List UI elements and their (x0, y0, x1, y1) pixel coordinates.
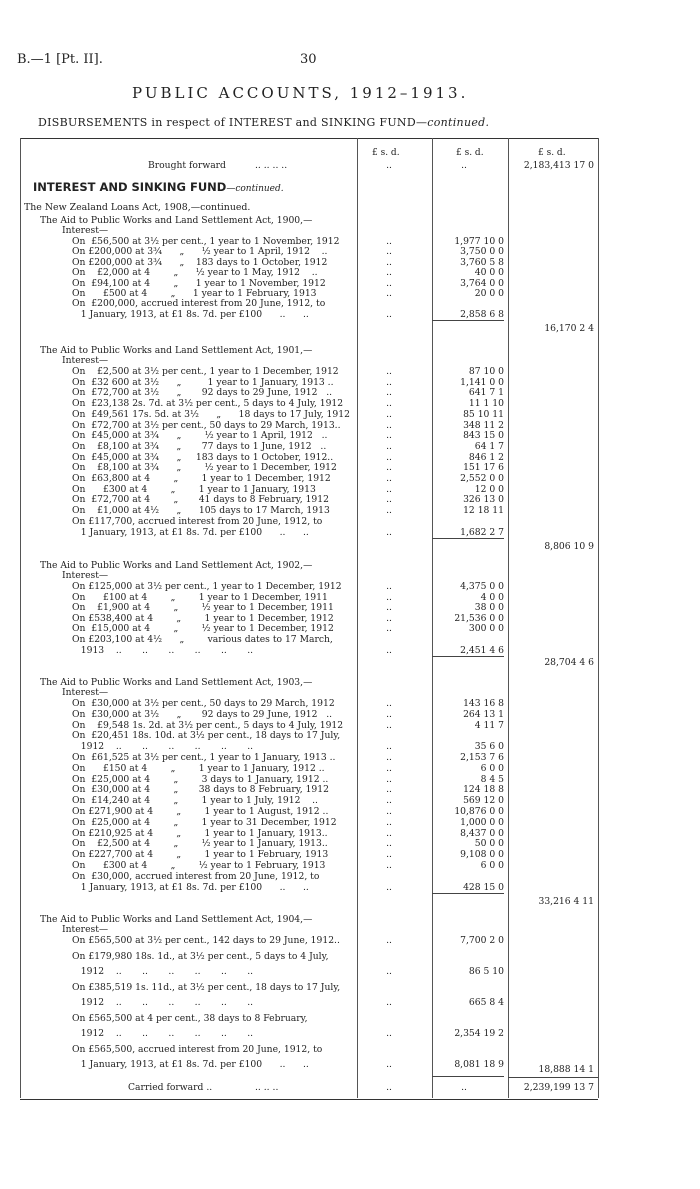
interest-line-c1: .. (386, 838, 392, 850)
interest-line: On £15,000 at 4 „ ½ year to 1 December, 1912 (72, 623, 334, 635)
section-total: 8,806 10 9 (544, 541, 594, 552)
act-section-title: The Aid to Public Works and Land Settlement Act, 1901,— (40, 345, 313, 356)
interest-line: On £72,700 at 4 „ 41 days to 8 February, 1912 (72, 494, 329, 506)
interest-line-amount: 21,536 0 0 (454, 612, 504, 624)
interest-line-amount: 50 0 0 (474, 838, 504, 850)
interest-line: On £203,100 at 4½ „ various dates to 17 March, (72, 634, 333, 645)
interest-line: On £565,500, accrued interest from 20 June, 1912, to (72, 1043, 323, 1055)
interest-line: On £30,000 at 3½ „ 92 days to 29 June, 1912 .. (72, 708, 333, 720)
interest-line-c1: .. (386, 849, 392, 861)
act-section-title: The Aid to Public Works and Land Settlement Act, 1900,— (40, 215, 313, 226)
interest-line: 1912 .. .. .. .. .. .. (72, 997, 254, 1008)
act-section-title: The Aid to Public Works and Land Settlement Act, 1904,— (40, 914, 313, 925)
interest-line-c1: .. (386, 408, 392, 420)
interest-line: 1912 .. .. .. .. .. .. (72, 966, 254, 977)
page-title: PUBLIC ACCOUNTS, 1912–1913. (132, 84, 469, 102)
section-total: 18,888 14 1 (538, 1064, 594, 1075)
interest-line: On £9,548 1s. 2d. at 3½ per cent., 5 days to 4 July, 1912 (72, 719, 344, 731)
carried-forward-dots: .. .. .. (255, 1082, 279, 1093)
act-title: The New Zealand Loans Act, 1908,—continued. (24, 202, 251, 213)
interest-line-c1: .. (386, 308, 392, 320)
interest-line-amount: 86 5 10 (468, 966, 504, 977)
interest-line-c1: .. (386, 288, 392, 299)
interest-line-c1: .. (386, 602, 392, 614)
section-total: 16,170 2 4 (544, 323, 594, 334)
interest-line-c1: .. (386, 860, 392, 871)
interest-line-amount: 85 10 11 (463, 408, 504, 420)
interest-line-c1: .. (386, 430, 392, 442)
final-rule (508, 1077, 598, 1078)
interest-line: On £125,000 at 3½ per cent., 1 year to 1 December, 1912 (72, 581, 342, 592)
interest-line-amount: 12 0 0 (474, 483, 504, 495)
subtotal-rule (432, 320, 504, 321)
interest-line: On £30,000 at 4 „ 38 days to 8 February, 1912 (72, 784, 329, 796)
interest-line: On £61,525 at 3½ per cent., 1 year to 1 January, 1913 .. (72, 752, 336, 763)
column-divider-3 (508, 138, 509, 1098)
interest-line-c1: .. (386, 376, 392, 388)
interest-line-c1: .. (386, 762, 392, 774)
interest-line: On £63,800 at 4 „ 1 year to 1 December, 1912 (72, 473, 331, 484)
interest-line-amount: 1,000 0 0 (460, 816, 504, 828)
interest-line: On £100 at 4 „ 1 year to 1 December, 1911 (72, 591, 328, 603)
interest-line-amount: 1,682 2 7 (460, 526, 504, 538)
interest-line-c1: .. (386, 419, 392, 431)
interest-line: On £385,519 1s. 11d., at 3½ per cent., 18 days to 17 July, (72, 981, 341, 993)
interest-line-c1: .. (386, 398, 392, 410)
interest-line-amount: 4 0 0 (480, 591, 504, 603)
section-heading-continued: —continued. (226, 184, 284, 194)
interest-line: On £200,000 at 3¾ „ ½ year to 1 April, 1912 .. (72, 246, 328, 258)
interest-line-amount: 35 6 0 (474, 741, 504, 753)
interest-line: 1912 .. .. .. .. .. .. (72, 741, 254, 753)
interest-line-c1: .. (386, 719, 392, 731)
interest-line-c1: .. (386, 966, 392, 977)
interest-line-amount: 20 0 0 (474, 288, 504, 299)
interest-line-c1: .. (386, 806, 392, 817)
interest-line: 1 January, 1913, at £1 8s. 7d. per £100 .. .. (72, 1059, 309, 1070)
act-section-title: The Aid to Public Works and Land Settlement Act, 1902,— (40, 560, 313, 571)
interest-line: On £1,000 at 4½ „ 105 days to 17 March, 1913 (72, 505, 330, 517)
section-total: 33,216 4 11 (538, 896, 594, 907)
interest-label: Interest— (62, 687, 109, 698)
interest-line-amount: 2,552 0 0 (460, 473, 504, 484)
interest-line-c1: .. (386, 526, 392, 538)
column-header-1: £ s. d. (372, 148, 400, 158)
interest-line-amount: 151 17 6 (463, 462, 504, 474)
interest-line: On £1,900 at 4 „ ½ year to 1 December, 1911 (72, 602, 334, 614)
interest-line-c1: .. (386, 997, 392, 1008)
interest-line-c1: .. (386, 1059, 392, 1070)
interest-line: On £8,100 at 3¾ „ 77 days to 1 June, 1912 .. (72, 440, 327, 452)
interest-line-amount: 2,354 19 2 (454, 1028, 504, 1039)
interest-line-amount: 40 0 0 (474, 267, 504, 279)
subtitle-continued: continued. (427, 116, 490, 129)
interest-line-amount: 569 12 0 (463, 795, 504, 807)
interest-line-amount: 6 0 0 (480, 860, 504, 871)
interest-line-amount: 1,977 10 0 (454, 236, 504, 247)
carried-forward-label: Carried forward .. (128, 1082, 213, 1093)
interest-line-c1: .. (386, 752, 392, 763)
interest-line-c1: .. (386, 483, 392, 495)
interest-line: 1 January, 1913, at £1 8s. 7d. per £100 .. .. (72, 526, 309, 538)
column-header-3: £ s. d. (538, 148, 566, 158)
interest-line-c1: .. (386, 267, 392, 279)
page-number: 30 (300, 52, 317, 67)
interest-line: On £23,138 2s. 7d. at 3½ per cent., 5 days to 4 July, 1912 (72, 398, 344, 410)
interest-line: On £30,000, accrued interest from 20 June, 1912, to (72, 870, 320, 882)
interest-line-amount: 12 18 11 (463, 505, 504, 517)
interest-line-c1: .. (386, 644, 392, 656)
interest-line-c1: .. (386, 698, 392, 709)
interest-line: On £200,000 at 3¾ „ 183 days to 1 October, 1912 (72, 256, 328, 268)
interest-line-amount: 326 13 0 (463, 494, 504, 506)
interest-line-amount: 8 4 5 (480, 773, 504, 785)
interest-line-amount: 846 1 2 (468, 451, 504, 463)
interest-line-amount: 64 1 7 (474, 440, 504, 452)
interest-line-amount: 143 16 8 (463, 698, 504, 709)
interest-line: On £8,100 at 3¾ „ ½ year to 1 December, 1912 (72, 462, 337, 474)
interest-line: On £45,000 at 3¾ „ 183 days to 1 October, 1912.. (72, 451, 334, 463)
interest-line-amount: 2,153 7 6 (460, 752, 504, 763)
interest-line-amount: 124 18 8 (463, 784, 504, 796)
interest-line: On £179,980 18s. 1d., at 3½ per cent., 5 days to 4 July, (72, 950, 329, 962)
interest-line: 1912 .. .. .. .. .. .. (72, 1028, 254, 1039)
interest-line: On £72,700 at 3½ per cent., 50 days to 29 March, 1913.. (72, 419, 341, 431)
interest-line-c1: .. (386, 387, 392, 399)
brought-forward-c2: .. (461, 160, 467, 171)
ledger-border-right (598, 138, 599, 1098)
interest-line: 1 January, 1913, at £1 8s. 7d. per £100 .. .. (72, 308, 309, 320)
interest-line-amount: 264 13 1 (463, 708, 504, 720)
subtitle-main: DISBURSEMENTS in respect of INTEREST and SINKING FUND— (38, 116, 428, 129)
interest-line-c1: .. (386, 505, 392, 517)
subtotal-rule (432, 1076, 504, 1077)
interest-line: 1 January, 1913, at £1 8s. 7d. per £100 .. .. (72, 881, 309, 893)
interest-line-c1: .. (386, 816, 392, 828)
interest-line: On £2,000 at 4 „ ½ year to 1 May, 1912 .. (72, 267, 318, 279)
interest-line-c1: .. (386, 494, 392, 506)
interest-line-amount: 641 7 1 (468, 387, 504, 399)
interest-line-c1: .. (386, 935, 392, 946)
brought-forward-label: Brought forward (148, 160, 226, 171)
interest-line-c1: .. (386, 795, 392, 807)
interest-line-c1: .. (386, 612, 392, 624)
interest-line: On £32 600 at 3½ „ 1 year to 1 January, 1913 .. (72, 376, 334, 388)
interest-line: On £117,700, accrued interest from 20 June, 1912, to (72, 515, 323, 527)
interest-line-c1: .. (386, 827, 392, 839)
brought-forward-dots: .. .. .. .. (255, 160, 288, 171)
interest-line-c1: .. (386, 623, 392, 635)
interest-line-amount: 8,437 0 0 (460, 827, 504, 839)
interest-line-c1: .. (386, 708, 392, 720)
interest-line: On £72,700 at 3½ „ 92 days to 29 June, 1912 .. (72, 387, 333, 399)
interest-line-amount: 1,141 0 0 (460, 376, 504, 388)
act-section-title: The Aid to Public Works and Land Settlement Act, 1903,— (40, 677, 313, 688)
subtotal-rule (432, 656, 504, 657)
interest-line: On £2,500 at 3½ per cent., 1 year to 1 December, 1912 (72, 366, 339, 377)
interest-line-amount: 11 1 10 (468, 398, 504, 410)
interest-label: Interest— (62, 355, 109, 366)
column-header-2: £ s. d. (456, 148, 484, 158)
interest-line: On £14,240 at 4 „ 1 year to 1 July, 1912 .. (72, 795, 318, 807)
interest-line-c1: .. (386, 741, 392, 753)
interest-line-c1: .. (386, 440, 392, 452)
interest-line: On £25,000 at 4 „ 1 year to 31 December, 1912 (72, 816, 337, 828)
interest-label: Interest— (62, 570, 109, 581)
carried-forward-c2: .. (461, 1082, 467, 1093)
interest-line-amount: 3,760 5 8 (460, 256, 504, 268)
interest-line-amount: 8,081 18 9 (454, 1059, 504, 1070)
interest-line: On £94,100 at 4 „ 1 year to 1 November, 1912 (72, 277, 326, 289)
interest-line-c1: .. (386, 277, 392, 289)
interest-line-amount: 9,108 0 0 (460, 849, 504, 861)
interest-line-amount: 3,750 0 0 (460, 246, 504, 258)
interest-line-amount: 7,700 2 0 (460, 935, 504, 946)
interest-line-c1: .. (386, 1028, 392, 1039)
interest-line-c1: .. (386, 591, 392, 603)
interest-line-c1: .. (386, 773, 392, 785)
interest-line-c1: .. (386, 246, 392, 258)
interest-line-amount: 38 0 0 (474, 602, 504, 614)
interest-line: On £565,500 at 3½ per cent., 142 days to 29 June, 1912.. (72, 935, 340, 946)
interest-line: On £2,500 at 4 „ ½ year to 1 January, 1913.. (72, 838, 328, 850)
interest-line: 1913 .. .. .. .. .. .. (72, 644, 254, 656)
interest-line: On £538,400 at 4 „ 1 year to 1 December, 1912 (72, 612, 334, 624)
interest-line: On £150 at 4 „ 1 year to 1 January, 1912 .. (72, 762, 325, 774)
interest-line-amount: 10,876 0 0 (454, 806, 504, 817)
interest-line: On £300 at 4 „ ½ year to 1 February, 1913 (72, 860, 326, 871)
subtotal-rule (432, 538, 504, 539)
interest-label: Interest— (62, 225, 109, 236)
interest-line: On £500 at 4 „ 1 year to 1 February, 1913 (72, 288, 317, 299)
interest-line-amount: 4 11 7 (474, 719, 504, 731)
interest-line-amount: 4,375 0 0 (460, 581, 504, 592)
interest-line: On £25,000 at 4 „ 3 days to 1 January, 1912 .. (72, 773, 329, 785)
interest-line: On £45,000 at 3¾ „ ½ year to 1 April, 1912 .. (72, 430, 328, 442)
interest-line-amount: 300 0 0 (468, 623, 504, 635)
interest-line-amount: 2,451 4 6 (460, 644, 504, 656)
interest-line-amount: 3,764 0 0 (460, 277, 504, 289)
page-subtitle (38, 116, 489, 129)
interest-line-amount: 348 11 2 (463, 419, 504, 431)
interest-line: On £300 at 4 „ 1 year to 1 January, 1913 (72, 483, 316, 495)
interest-line: On £271,900 at 4 „ 1 year to 1 August, 1912 .. (72, 806, 329, 817)
interest-line: On £227,700 at 4 „ 1 year to 1 February, 1913 (72, 849, 329, 861)
ledger-border-left (20, 138, 21, 1098)
document-reference: B.—1 [Pt. II]. (17, 52, 103, 67)
interest-line-amount: 665 8 4 (468, 997, 504, 1008)
interest-line-c1: .. (386, 256, 392, 268)
interest-line-amount: 843 15 0 (463, 430, 504, 442)
interest-line: On £49,561 17s. 5d. at 3½ „ 18 days to 17 July, 1912 (72, 408, 350, 420)
interest-line: On £56,500 at 3½ per cent., 1 year to 1 November, 1912 (72, 236, 340, 247)
brought-forward-total: 2,183,413 17 0 (523, 160, 594, 171)
interest-line: On £20,451 18s. 10d. at 3½ per cent., 18 days to 17 July, (72, 730, 341, 742)
interest-line-c1: .. (386, 462, 392, 474)
interest-line-c1: .. (386, 581, 392, 592)
interest-line-c1: .. (386, 236, 392, 247)
interest-line: On £210,925 at 4 „ 1 year to 1 January, 1913.. (72, 827, 328, 839)
section-heading-bold: INTEREST AND SINKING FUND (33, 180, 227, 194)
interest-line-c1: .. (386, 784, 392, 796)
interest-line-amount: 87 10 0 (468, 366, 504, 377)
interest-line: On £30,000 at 3½ per cent., 50 days to 29 March, 1912 (72, 698, 335, 709)
interest-line-amount: 6 0 0 (480, 762, 504, 774)
interest-line-amount: 2,858 6 8 (460, 308, 504, 320)
subtotal-rule (432, 893, 504, 894)
interest-label: Interest— (62, 924, 109, 935)
interest-line: On £565,500 at 4 per cent., 38 days to 8 February, (72, 1012, 308, 1024)
section-heading (33, 180, 284, 194)
interest-line-c1: .. (386, 473, 392, 484)
carried-forward-total: 2,239,199 13 7 (523, 1082, 594, 1093)
brought-forward-c1: .. (386, 160, 392, 171)
interest-line-c1: .. (386, 366, 392, 377)
interest-line: On £200,000, accrued interest from 20 June, 1912, to (72, 298, 326, 310)
interest-line-amount: 428 15 0 (463, 881, 504, 893)
section-total: 28,704 4 6 (544, 657, 594, 668)
interest-line-c1: .. (386, 451, 392, 463)
carried-forward-c1: .. (386, 1082, 392, 1093)
interest-line-c1: .. (386, 881, 392, 893)
